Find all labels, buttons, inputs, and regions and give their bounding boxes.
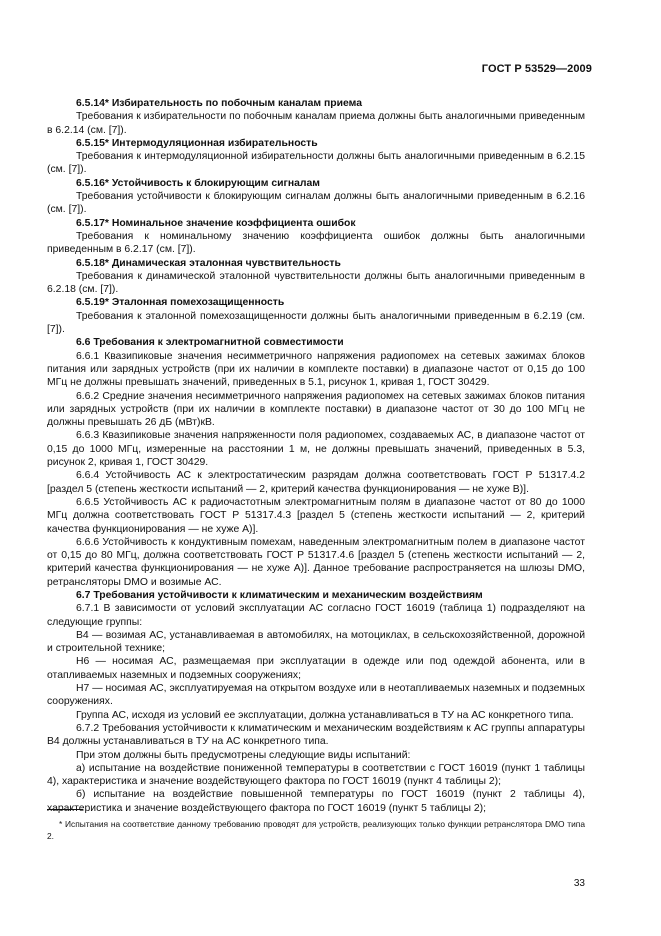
document-body <box>47 97 585 815</box>
paragraph: 6.7.2 Требования устойчивости к климатическим и механическим воздействиям к АС группы аппаратуры В4 должны устанавливаться в ТУ на АС конкретного типа. <box>47 722 585 748</box>
paragraph: 6.6.6 Устойчивость к кондуктивным помехам, наведенным электромагнитным полем в диапазоне частот от 0,15 до 80 МГц, должна соответствовать ГОСТ Р 51317.4.6 [раздел 5 (степень жесткости испытаний — 2, критерий качества функционирования — не хуже А)]. Данное требование распространяется на шлюзы DMO, ретрансляторы DMO и возимые АС. <box>47 536 585 588</box>
footnote-divider <box>47 809 83 810</box>
paragraph: Требования к интермодуляционной избирательности должны быть аналогичными приведенным в 6.2.15 (см. [7]). <box>47 151 585 176</box>
paragraph: а) испытание на воздействие пониженной температуры в соответствии с ГОСТ 16019 (пункт 1 таблицы 4), характеристика и значение воздействующего фактора по ГОСТ 16019 (пункт 4 таблицы 2); <box>47 762 585 788</box>
paragraph: Требования к номинальному значению коэффициента ошибок должны быть аналогичными приведенным в 6.2.17 (см. [7]). <box>47 230 585 256</box>
paragraph: Требования к эталонной помехозащищенности должны быть аналогичными приведенным в 6.2.19 (см. [7]). <box>47 310 585 336</box>
paragraph: б) испытание на воздействие повышенной температуры по ГОСТ 16019 (пункт 2 таблицы 4), характеристика и значение воздействующего фактора по ГОСТ 16019 (пункт 5 таблицы 2); <box>47 789 585 814</box>
paragraph: Требования устойчивости к блокирующим сигналам должны быть аналогичными приведенным в 6.2.16 (см. [7]). <box>47 191 585 216</box>
section-heading: 6.5.14* Избирательность по побочным каналам приема <box>76 98 362 109</box>
document-header: ГОСТ Р 53529—2009 <box>481 63 592 75</box>
paragraph: Н7 — носимая АС, эксплуатируемая на открытом воздухе или в неотапливаемых наземных и подземных сооружениях. <box>47 683 585 708</box>
paragraph: В4 — возимая АС, устанавливаемая в автомобилях, на мотоциклах, в сельскохозяйственной, дорожной и строительной технике; <box>47 629 585 655</box>
paragraph: 6.6.2 Средние значения несимметричного напряжения радиопомех на сетевых зажимах блоков питания или зарядных устройств (при их наличии в комплекте поставки) в диапазоне частот от 30 до 100 МГц не должны превышать 26 дБ (мВт)кВ. <box>47 390 585 429</box>
section-heading: 6.6 Требования к электромагнитной совместимости <box>76 337 344 349</box>
paragraph: Группа АС, исходя из условий ее эксплуатации, должна устанавливаться в ТУ на АС конкретного типа. <box>76 709 574 721</box>
section-heading: 6.5.16* Устойчивость к блокирующим сигналам <box>76 177 320 189</box>
paragraph: При этом должны быть предусмотрены следующие виды испытаний: <box>76 749 411 761</box>
paragraph: 6.7.1 В зависимости от условий эксплуатации АС согласно ГОСТ 16019 (таблица 1) подразделяют на следующие группы: <box>47 603 585 628</box>
paragraph: Требования к динамической эталонной чувствительности должны быть аналогичными приведенным в 6.2.18 (см. [7]). <box>47 270 585 296</box>
paragraph: 6.6.4 Устойчивость АС к электростатическим разрядам должна соответствовать ГОСТ Р 51317.4.2 [раздел 5 (степень жесткости испытаний — 2, критерий качества функционирования — не хуже В)]. <box>47 470 585 495</box>
footnote: * Испытания на соответствие данному требованию проводят для устройств, реализующих только функции ретранслятора DMO типа 2. <box>47 819 585 841</box>
paragraph: 6.6.3 Квазипиковые значения напряженности поля радиопомех, создаваемых АС, в диапазоне частот от 0,15 до 1000 МГц, измеренные на расстоянии 1 м, не должны превышать значений, приведенных в 5.3, рисунок 2, кривая 1, ГОСТ 30429. <box>47 430 585 469</box>
paragraph: Н6 — носимая АС, размещаемая при эксплуатации в одежде или под одеждой абонента, или в отапливаемых наземных и подземных сооружениях; <box>47 656 585 681</box>
paragraph: Требования к избирательности по побочным каналам приема должны быть аналогичными приведенным в 6.2.14 (см. [7]). <box>47 111 585 136</box>
section-heading: 6.5.15* Интермодуляционная избирательность <box>76 137 318 149</box>
section-heading: 6.5.17* Номинальное значение коэффициента ошибок <box>76 217 356 229</box>
paragraph: 6.6.1 Квазипиковые значения несимметричного напряжения радиопомех на сетевых зажимах блоков питания или зарядных устройств (при их наличии в комплекте поставки) в диапазоне частот от 0,15 до 100 МГц не должны превышать значений, приведенных в 5.1, рисунок 1, кривая 1, ГОСТ 30429. <box>47 350 585 389</box>
page-number: 33 <box>573 878 585 889</box>
section-heading: 6.5.19* Эталонная помехозащищенность <box>76 297 285 309</box>
paragraph: 6.6.5 Устойчивость АС к радиочастотным электромагнитным полям в диапазоне частот от 80 до 1000 МГц должна соответствовать ГОСТ Р 51317.4.3 [раздел 5 (степень жесткости испытаний — 2, критерий качества функционирования — не хуже А)]. <box>47 496 585 535</box>
section-heading: 6.7 Требования устойчивости к климатическим и механическим воздействиям <box>76 589 483 601</box>
section-heading: 6.5.18* Динамическая эталонная чувствительность <box>76 257 341 269</box>
